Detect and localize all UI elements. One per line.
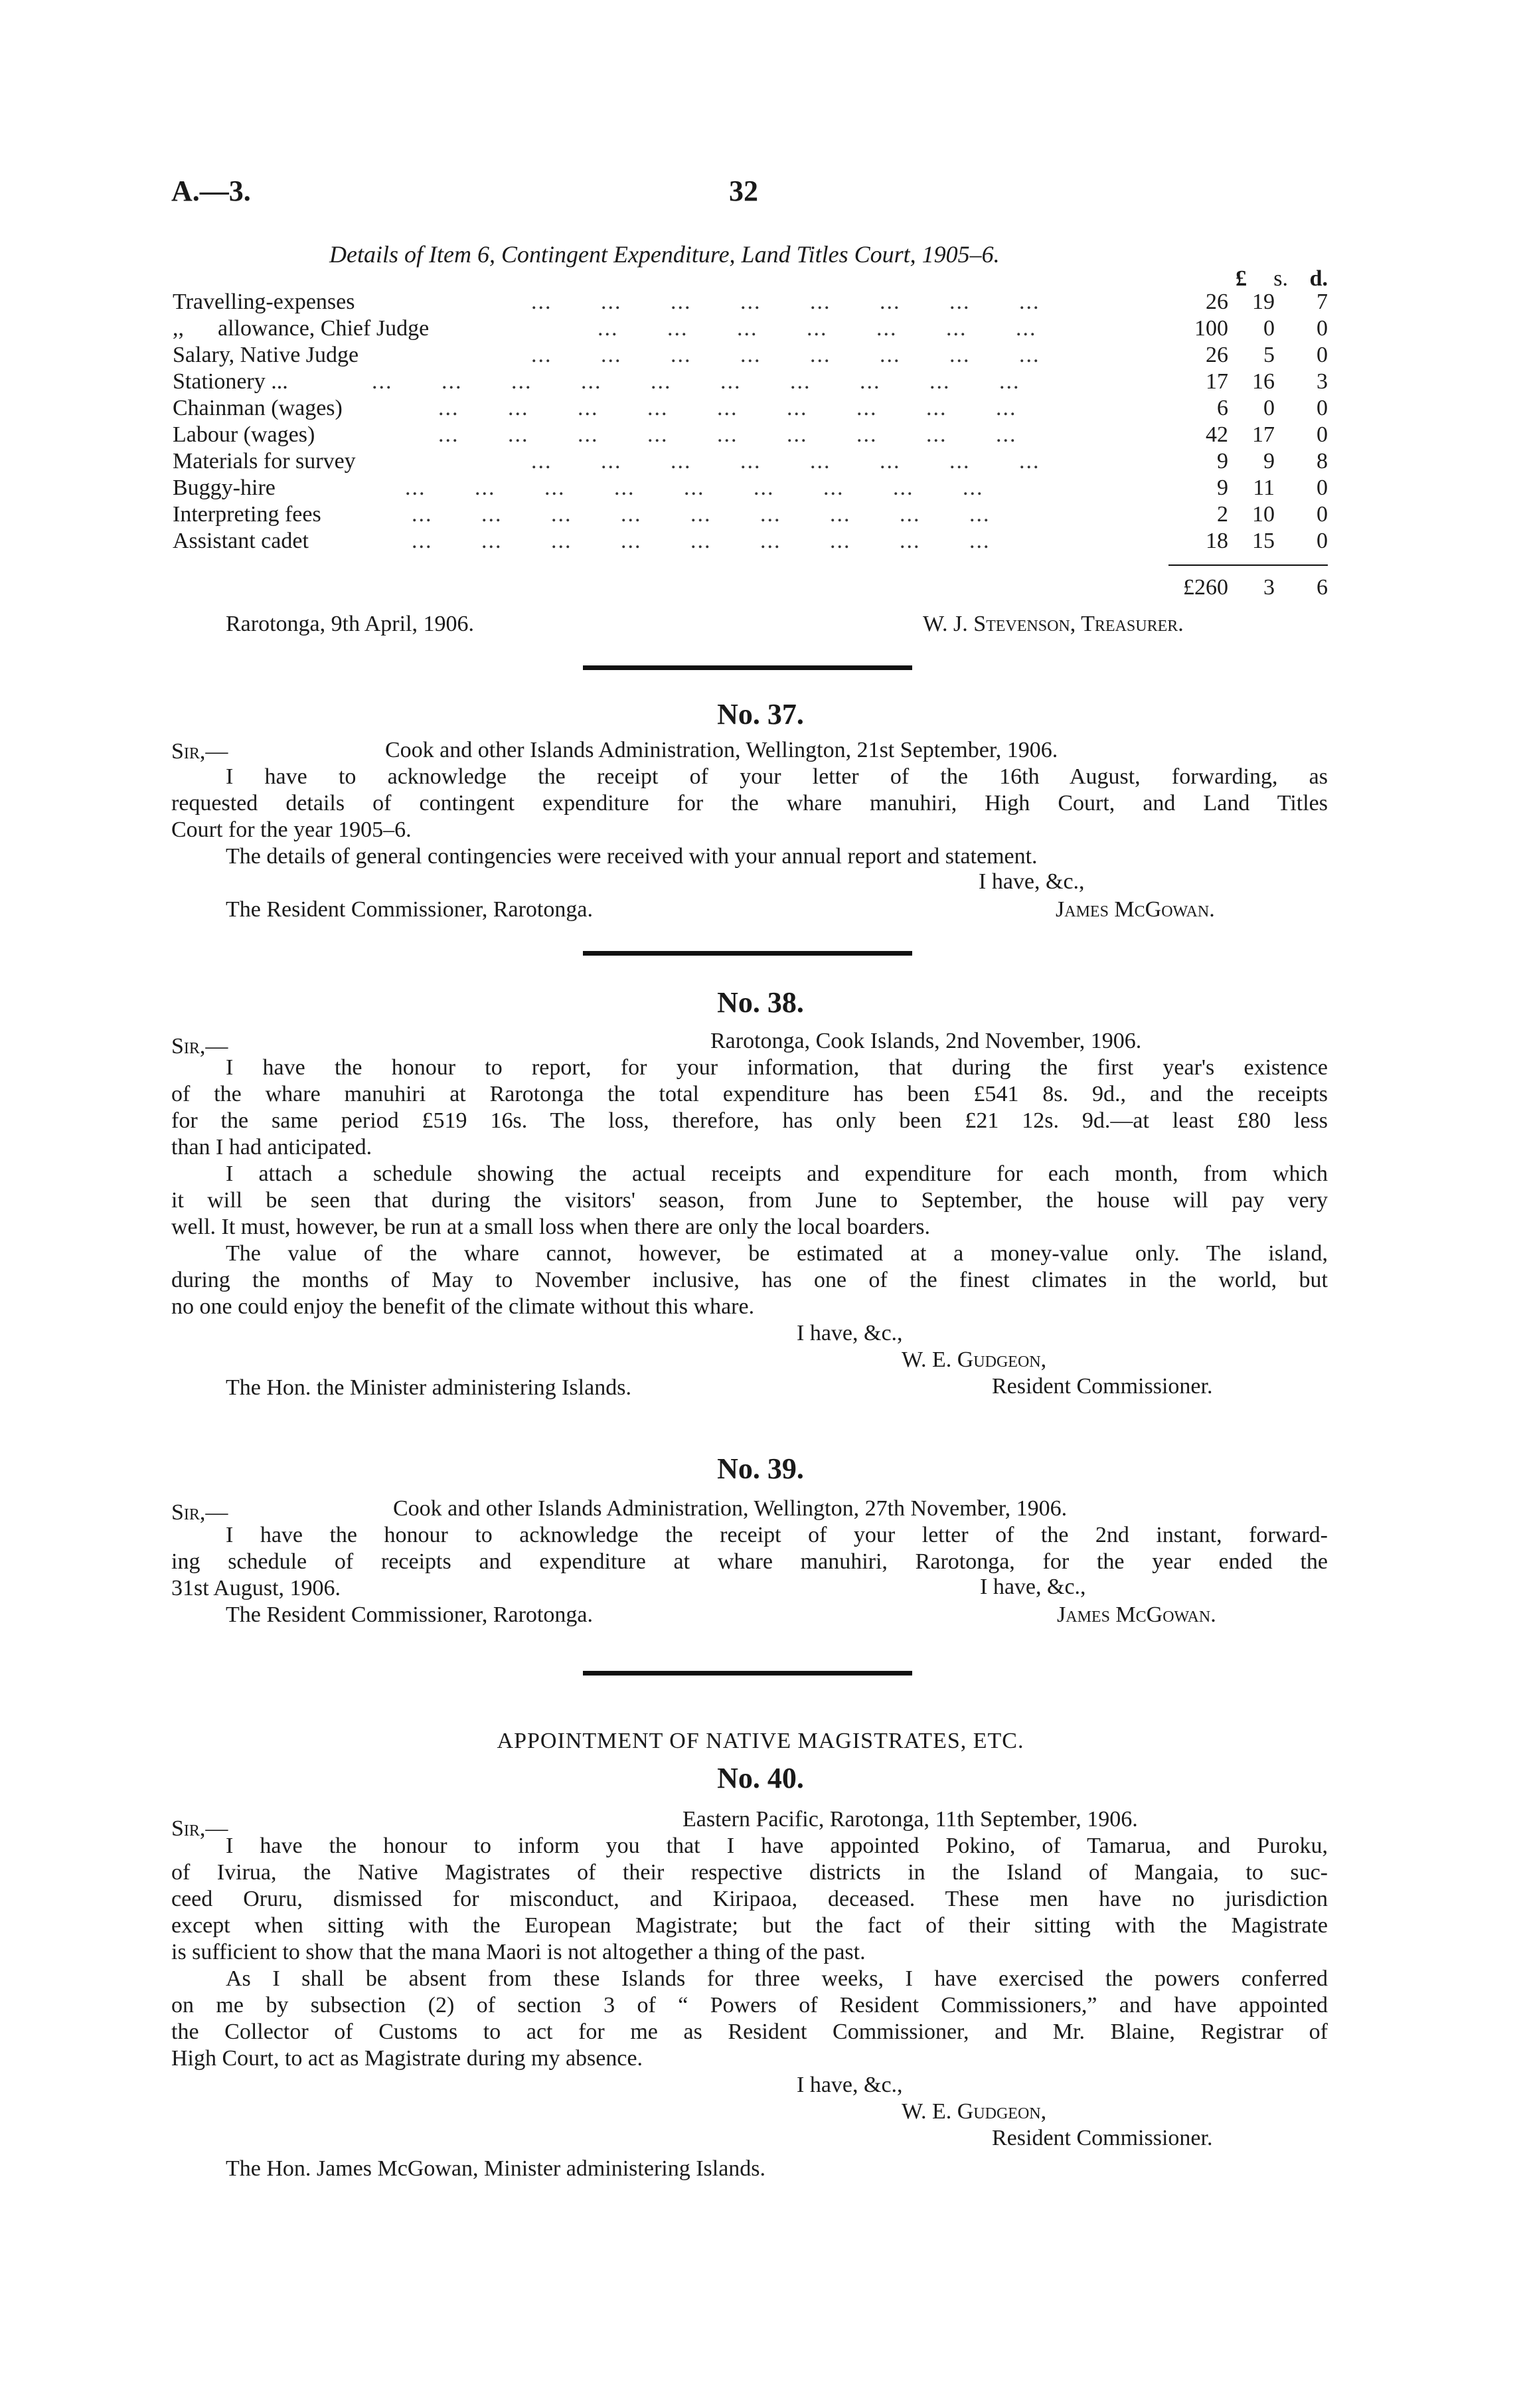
salutation: Sir,— bbox=[171, 1500, 228, 1525]
letter-body-line: of the whare manuhiri at Rarotonga the total expenditure has been £541 8s. 9d., and the receipts bbox=[171, 1082, 1328, 1106]
pence-cell: 0 bbox=[1317, 343, 1328, 367]
table-row bbox=[173, 449, 1328, 475]
pence-cell: 8 bbox=[1317, 449, 1328, 473]
letter-body-line: on me by subsection (2) of section 3 of “ Powers of Resident Commissioners,” and have appointed bbox=[171, 1993, 1328, 2018]
leader-dots: ... ... ... ... ... ... ... ... ... bbox=[412, 529, 991, 553]
col-header-shillings: s. bbox=[1273, 266, 1288, 291]
addressee: The Hon. James McGowan, Minister administering Islands. bbox=[226, 2156, 766, 2181]
row-label: Stationery ... bbox=[173, 369, 288, 394]
salutation: Sir,— bbox=[171, 739, 228, 764]
leader-dots: ... ... ... ... ... ... ... ... ... bbox=[438, 422, 1017, 447]
pence-cell: 0 bbox=[1317, 502, 1328, 527]
signature: W. E. Gudgeon, bbox=[902, 1347, 1047, 1372]
letter-body-line: than I had anticipated. bbox=[171, 1135, 372, 1160]
table-row bbox=[173, 475, 1328, 502]
leader-dots: ... ... ... ... ... ... ... ... bbox=[531, 290, 1040, 314]
page-number: 32 bbox=[729, 175, 758, 207]
total-pounds: £260 bbox=[1183, 575, 1228, 600]
section-divider bbox=[583, 1671, 912, 1676]
pence-cell: 0 bbox=[1317, 422, 1328, 447]
letter-body-line: it will be seen that during the visitors' season, from June to September, the house will pay very bbox=[171, 1188, 1328, 1213]
total-pence: 6 bbox=[1317, 575, 1328, 600]
row-label: ,, allowance, Chief Judge bbox=[173, 316, 430, 341]
shillings-cell: 17 bbox=[1252, 422, 1275, 447]
letter-body-line: I attach a schedule showing the actual receipts and expenditure for each month, from which bbox=[226, 1161, 1328, 1186]
signature-title: Resident Commissioner. bbox=[992, 2126, 1213, 2150]
shillings-cell: 5 bbox=[1263, 343, 1275, 367]
table-row bbox=[173, 502, 1328, 529]
letter-body-line: of Ivirua, the Native Magistrates of their respective districts in the Island of Mangaia, to suc- bbox=[171, 1860, 1328, 1885]
leader-dots: ... ... ... ... ... ... ... ... bbox=[531, 449, 1040, 473]
pounds-cell: 6 bbox=[1217, 396, 1228, 420]
shillings-cell: 11 bbox=[1253, 475, 1275, 500]
letter-body-line: I have to acknowledge the receipt of your letter of the 16th August, forwarding, as bbox=[226, 764, 1328, 789]
dateline: Eastern Pacific, Rarotonga, 11th September, 1906. bbox=[682, 1807, 1138, 1832]
table-row bbox=[173, 369, 1328, 396]
table-title: Details of Item 6, Contingent Expenditure, Land Titles Court, 1905–6. bbox=[329, 241, 1000, 268]
section-heading: APPOINTMENT OF NATIVE MAGISTRATES, ETC. bbox=[497, 1729, 1024, 1753]
letter-body-line: no one could enjoy the benefit of the climate without this whare. bbox=[171, 1294, 755, 1319]
shillings-cell: 0 bbox=[1263, 316, 1275, 341]
leader-dots: ... ... ... ... ... ... ... ... ... bbox=[412, 502, 991, 527]
pence-cell: 0 bbox=[1317, 396, 1328, 420]
closing: I have, &c., bbox=[797, 1321, 903, 1345]
pounds-cell: 9 bbox=[1217, 475, 1228, 500]
signatory: W. J. Stevenson, Treasurer. bbox=[923, 612, 1184, 636]
letter-number: No. 37. bbox=[717, 698, 804, 731]
signature: W. E. Gudgeon, bbox=[902, 2099, 1047, 2124]
leader-dots: ... ... ... ... ... ... ... ... ... bbox=[405, 475, 984, 500]
letter-body-line: well. It must, however, be run at a small loss when there are only the local boarders. bbox=[171, 1215, 930, 1239]
row-label: Labour (wages) bbox=[173, 422, 315, 447]
table-row bbox=[173, 396, 1328, 422]
letter-body-line: requested details of contingent expenditure for the whare manuhiri, High Court, and Land Titles bbox=[171, 791, 1328, 816]
addressee: The Resident Commissioner, Rarotonga. bbox=[226, 1602, 593, 1627]
row-label: Materials for survey bbox=[173, 449, 356, 473]
row-label: Assistant cadet bbox=[173, 529, 309, 553]
pounds-cell: 2 bbox=[1217, 502, 1228, 527]
row-label: Buggy-hire bbox=[173, 475, 276, 500]
document-reference: A.—3. bbox=[171, 175, 251, 207]
letter-number: No. 39. bbox=[717, 1452, 804, 1485]
signature: James McGowan. bbox=[1056, 897, 1215, 922]
letter-body-line: during the months of May to November inclusive, has one of the finest climates in the world, but bbox=[171, 1268, 1328, 1292]
addressee: The Hon. the Minister administering Islands. bbox=[226, 1375, 631, 1400]
dateline: Rarotonga, Cook Islands, 2nd November, 1906. bbox=[710, 1029, 1142, 1053]
row-label: Salary, Native Judge bbox=[173, 343, 359, 367]
pence-cell: 0 bbox=[1317, 316, 1328, 341]
table-row bbox=[173, 529, 1328, 555]
table-row bbox=[173, 290, 1328, 316]
leader-dots: ... ... ... ... ... ... ... ... ... bbox=[438, 396, 1017, 420]
signature: James McGowan. bbox=[1057, 1602, 1216, 1627]
letter-body-line: The value of the whare cannot, however, be estimated at a money-value only. The island, bbox=[226, 1241, 1328, 1266]
letter-body-line: except when sitting with the European Magistrate; but the fact of their sitting with the Magistrate bbox=[171, 1913, 1328, 1938]
letter-body-line: the Collector of Customs to act for me as Resident Commissioner, and Mr. Blaine, Registrar of bbox=[171, 2020, 1328, 2044]
pence-cell: 3 bbox=[1317, 369, 1328, 394]
leader-dots: ... ... ... ... ... ... ... bbox=[598, 316, 1037, 341]
letter-body-line: High Court, to act as Magistrate during my absence. bbox=[171, 2046, 643, 2071]
letter-body-line: ing schedule of receipts and expenditure at whare manuhiri, Rarotonga, for the year ended the bbox=[171, 1549, 1328, 1574]
letter-body-line: is sufficient to show that the mana Maori is not altogether a thing of the past. bbox=[171, 1940, 866, 1964]
row-label: Chainman (wages) bbox=[173, 396, 343, 420]
pence-cell: 0 bbox=[1317, 475, 1328, 500]
salutation: Sir,— bbox=[171, 1034, 228, 1059]
row-label: Travelling-expenses bbox=[173, 290, 355, 314]
section-divider bbox=[583, 665, 912, 670]
letter-body-line: 31st August, 1906. bbox=[171, 1576, 341, 1600]
place-date: Rarotonga, 9th April, 1906. bbox=[226, 612, 474, 636]
dateline: Cook and other Islands Administration, Wellington, 27th November, 1906. bbox=[393, 1496, 1068, 1521]
table-row bbox=[173, 343, 1328, 369]
signature-title: Resident Commissioner. bbox=[992, 1374, 1213, 1399]
pence-cell: 7 bbox=[1317, 290, 1328, 314]
shillings-cell: 9 bbox=[1263, 449, 1275, 473]
pounds-cell: 18 bbox=[1206, 529, 1228, 553]
addressee: The Resident Commissioner, Rarotonga. bbox=[226, 897, 593, 922]
shillings-cell: 0 bbox=[1263, 396, 1275, 420]
closing: I have, &c., bbox=[979, 869, 1085, 894]
salutation: Sir,— bbox=[171, 1816, 228, 1841]
leader-dots: ... ... ... ... ... ... ... ... bbox=[531, 343, 1040, 367]
table-row bbox=[173, 422, 1328, 449]
pounds-cell: 9 bbox=[1217, 449, 1228, 473]
pounds-cell: 100 bbox=[1194, 316, 1228, 341]
letter-body-line: for the same period £519 16s. The loss, therefore, has only been £21 12s. 9d.—at least £80 less bbox=[171, 1108, 1328, 1133]
row-label: Interpreting fees bbox=[173, 502, 321, 527]
table-total-row bbox=[173, 575, 1328, 602]
pounds-cell: 26 bbox=[1206, 343, 1228, 367]
letter-body-line: ceed Oruru, dismissed for misconduct, and Kiripaoa, deceased. These men have no jurisdiction bbox=[171, 1887, 1328, 1911]
table-row bbox=[173, 316, 1328, 343]
pounds-cell: 26 bbox=[1206, 290, 1228, 314]
total-shillings: 3 bbox=[1263, 575, 1275, 600]
dateline: Cook and other Islands Administration, Wellington, 21st September, 1906. bbox=[385, 738, 1058, 762]
shillings-cell: 10 bbox=[1252, 502, 1275, 527]
leader-dots: ... ... ... ... ... ... ... ... ... ... bbox=[372, 369, 1020, 394]
pounds-cell: 17 bbox=[1206, 369, 1228, 394]
letter-number: No. 38. bbox=[717, 986, 804, 1019]
shillings-cell: 19 bbox=[1252, 290, 1275, 314]
total-rule bbox=[1168, 564, 1328, 566]
pounds-cell: 42 bbox=[1206, 422, 1228, 447]
col-header-pence: d. bbox=[1309, 266, 1328, 291]
closing: I have, &c., bbox=[980, 1575, 1086, 1599]
pence-cell: 0 bbox=[1317, 529, 1328, 553]
letter-body-line: I have the honour to inform you that I have appointed Pokino, of Tamarua, and Puroku, bbox=[226, 1834, 1328, 1858]
letter-body-line: I have the honour to report, for your information, that during the first year's existence bbox=[226, 1055, 1328, 1080]
letter-body-line: As I shall be absent from these Islands for three weeks, I have exercised the powers conferred bbox=[226, 1966, 1328, 1991]
section-divider bbox=[583, 951, 912, 956]
letter-number: No. 40. bbox=[717, 1762, 804, 1794]
letter-body-line: Court for the year 1905–6. bbox=[171, 817, 412, 842]
closing: I have, &c., bbox=[797, 2073, 903, 2097]
shillings-cell: 15 bbox=[1252, 529, 1275, 553]
col-header-pounds: £ bbox=[1236, 266, 1247, 291]
letter-body-line: The details of general contingencies were received with your annual report and statement. bbox=[226, 844, 1038, 869]
letter-body-line: I have the honour to acknowledge the receipt of your letter of the 2nd instant, forward- bbox=[226, 1523, 1328, 1547]
shillings-cell: 16 bbox=[1252, 369, 1275, 394]
